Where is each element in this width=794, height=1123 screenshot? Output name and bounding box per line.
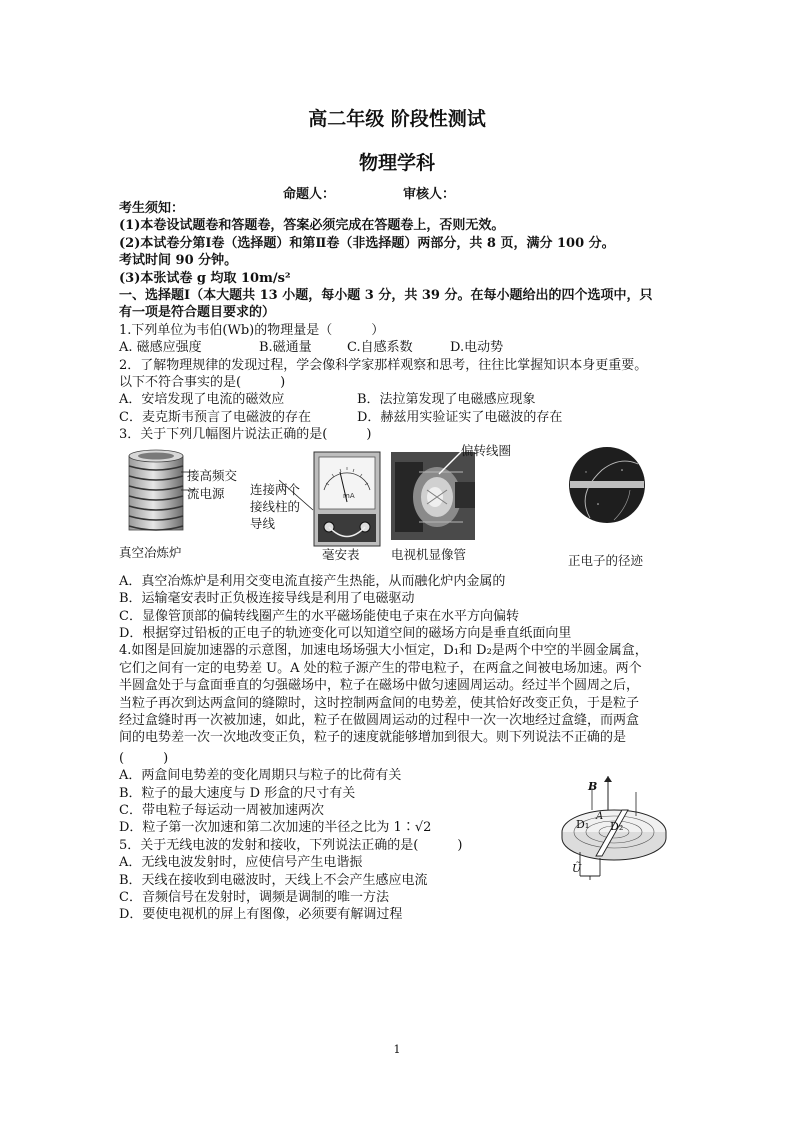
- q2-option-c: C．麦克斯韦预言了电磁波的存在: [119, 409, 311, 425]
- q3-figures: [119, 442, 677, 572]
- q2-stem-cont: 以下不符合事实的是( ): [119, 375, 286, 391]
- track-caption: 正电子的径迹: [568, 552, 644, 568]
- coil-note-2: 流电源: [187, 485, 225, 501]
- notice-item: (3)本张试卷 g 均取 10m/s²: [119, 270, 291, 286]
- q4-option-d: D．粒子第一次加速和第二次加速的半径之比为 1∶√2: [119, 820, 432, 836]
- q4-stem-line: ( ): [119, 750, 169, 766]
- q5-option-c: C．音频信号在发射时，调频是调制的唯一方法: [119, 890, 389, 905]
- notice-item: (2)本试卷分第Ⅰ卷（选择题）和第Ⅱ卷（非选择题）两部分，共 8 页，满分 100 分。: [119, 235, 615, 251]
- q2-options-row2: [119, 409, 677, 426]
- positron-track-image: [568, 446, 646, 524]
- q3-option-a: A．真空冶炼炉是利用交变电流直接产生热能，从而融化炉内金属的: [119, 573, 506, 589]
- notice-heading: 考生须知：: [119, 201, 185, 216]
- q2-stem: 2．了解物理规律的发现过程，学会像科学家那样观察和思考，往往比掌握知识本身更重要。: [119, 357, 648, 373]
- q3-option-b: B．运输毫安表时正负极连接导线是利用了电磁驱动: [119, 591, 415, 607]
- q1-option-b: B.磁通量: [259, 340, 312, 356]
- q3-option-c: C．显像管顶部的偏转线圈产生的水平磁场能使电子束在水平方向偏转: [119, 608, 519, 624]
- q4-stem-line: 间的电势差一次一次地改变正负，粒子的速度就能够增加到很大。则下列说法不正确的是: [119, 730, 627, 746]
- tube-pointer-line: [437, 448, 463, 478]
- q3-option-d: D．根据穿过铅板的正电子的轨迹变化可以知道空间的磁场方向是垂直纸面向里: [119, 625, 572, 641]
- q2-option-d: D．赫兹用实验证实了电磁波的存在: [357, 409, 563, 425]
- tube-note: 偏转线圈: [461, 442, 512, 458]
- meter-note-3: 导线: [250, 515, 276, 531]
- svg-text:mA: mA: [343, 491, 355, 500]
- q5-option-d: D．要使电视机的屏上有图像，必须要有解调过程: [119, 907, 403, 923]
- coil-caption: 真空冶炼炉: [119, 544, 182, 560]
- reviewer-label: 审核人：: [403, 187, 456, 202]
- cyclotron-label-a: A: [596, 811, 604, 822]
- q4-stem-line: 当粒子再次到达两盒间的缝隙时，这时控制两盒间的电势差，使其恰好改变正负，于是粒子: [119, 695, 640, 711]
- q2-options-row1: [119, 391, 677, 408]
- q4-stem-line: 半圆盒处于与盒面垂直的匀强磁场中，粒子在磁场中做匀速圆周运动。经过半个圆周之后，: [119, 678, 640, 694]
- meter-caption: 毫安表: [322, 546, 360, 562]
- cyclotron-label-u: Ũ: [572, 862, 582, 875]
- subject-title: 物理学科: [358, 152, 435, 174]
- q1-option-c: C.自感系数: [347, 340, 413, 356]
- q1-options: [119, 339, 677, 356]
- coil-note-1: 接高频交: [187, 467, 238, 483]
- section-heading-cont: 有一项是符合题目要求的）: [119, 305, 276, 321]
- notice-item: (1)本卷设试题卷和答题卷，答案必须完成在答题卷上，否则无效。: [119, 218, 505, 234]
- notice-item: 考试时间 90 分钟。: [119, 253, 238, 269]
- milliammeter-image: [312, 450, 382, 548]
- q3-stem: 3．关于下列几幅图片说法正确的是( ): [119, 427, 372, 443]
- meter-note-1: 连接两个: [250, 481, 301, 497]
- exam-title: 高二年级 阶段性测试: [308, 108, 486, 130]
- q1-option-a: A. 磁感应强度: [119, 340, 202, 356]
- cyclotron-label-b: B: [588, 780, 598, 793]
- q4-stem-line: 经过盒缝时再一次被加速，如此，粒子在做圆周运动的过程中一次一次地经过盒缝，而两盒: [119, 712, 640, 728]
- q2-option-b: B．法拉第发现了电磁感应现象: [357, 392, 536, 408]
- tube-caption: 电视机显像管: [391, 546, 467, 562]
- q4-option-c: C．带电粒子每运动一周被加速两次: [119, 802, 324, 818]
- q4-stem-line: 它们之间有一定的电势差 U。A 处的粒子源产生的带电粒子，在两盒之间被电场加速。两个: [119, 660, 642, 676]
- q5-option-b: B．天线在接收到电磁波时，天线上不会产生感应电流: [119, 872, 428, 888]
- q5-stem: 5．关于无线电波的发射和接收，下列说法正确的是( ): [119, 837, 463, 853]
- q1-stem: 1.下列单位为韦伯(Wb)的物理量是（ ）: [119, 322, 385, 338]
- meter-note-2: 接线柱的: [250, 498, 301, 514]
- setter-label: 命题人：: [283, 187, 336, 202]
- q1-option-d: D.电动势: [450, 340, 504, 356]
- cyclotron-label-d2: D₂: [610, 820, 624, 833]
- q5-option-a: A．无线电波发射时，应使信号产生电谐振: [119, 855, 363, 871]
- section-heading: 一、选择题Ⅰ（本大题共 13 小题，每小题 3 分，共 39 分。在每小题给出的四个选项中，只: [119, 288, 653, 304]
- q4-option-a: A．两盒间电势差的变化周期只与粒子的比荷有关: [119, 768, 402, 784]
- q4-option-b: B．粒子的最大速度与 D 形盒的尺寸有关: [119, 785, 356, 801]
- cyclotron-label-d1: D₁: [576, 818, 590, 831]
- page-number: 1: [393, 1043, 401, 1056]
- q4-stem-line: 4.如图是回旋加速器的示意图，加速电场场强大小恒定，D₁和 D₂是两个中空的半圆金属盒，: [119, 643, 648, 659]
- q2-option-a: A．安培发现了电流的磁效应: [119, 392, 285, 408]
